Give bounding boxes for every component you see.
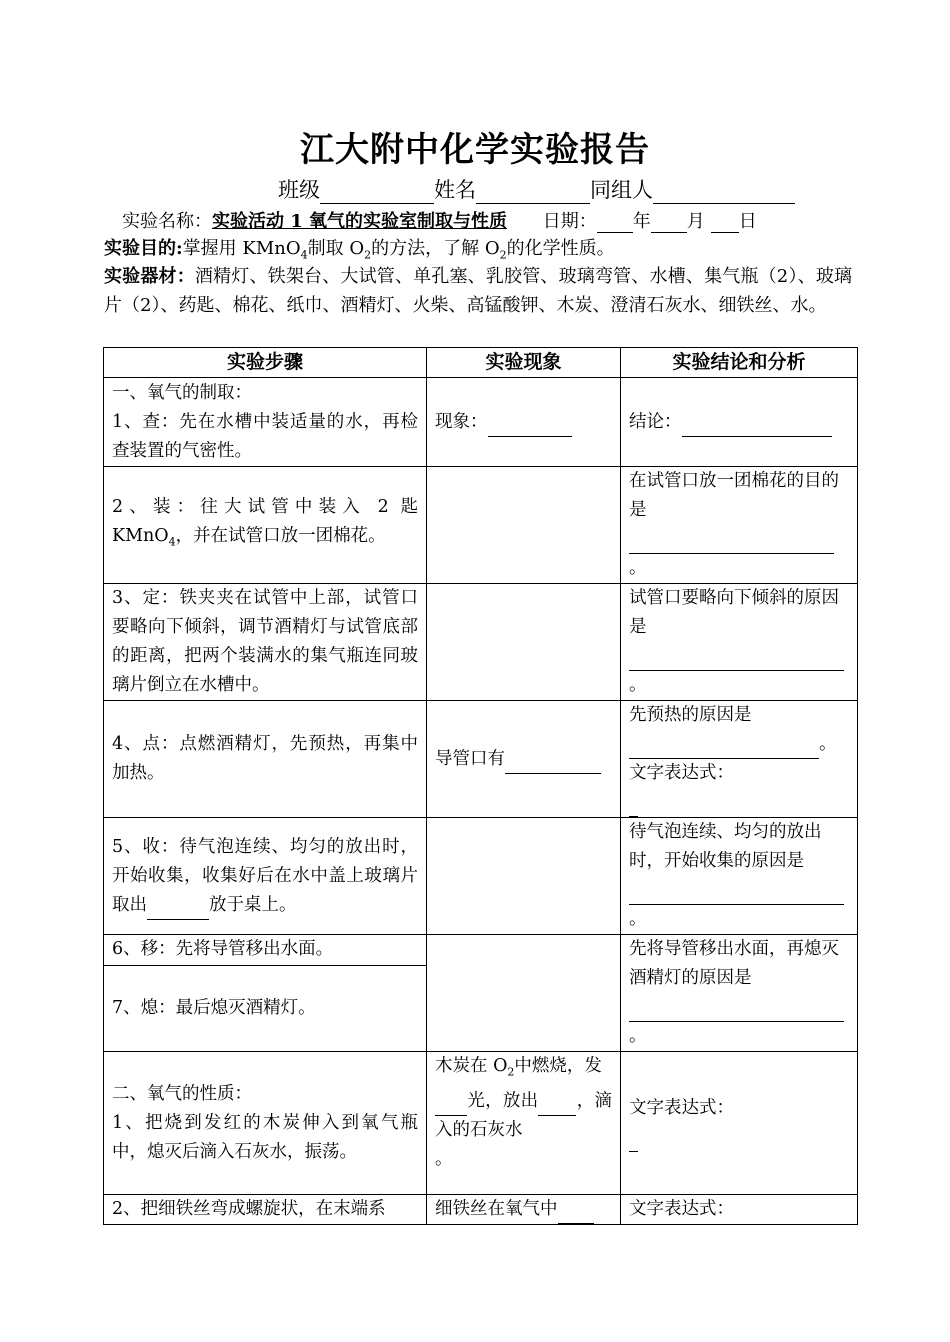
conclusion-cell[interactable] [621, 935, 858, 1052]
step-cell [104, 935, 427, 966]
step-cell [104, 378, 427, 467]
step-text: 3、定：铁夹夹在试管中上部，试管口要略向下倾斜，调节酒精灯与试管底部的距离，把两个装满水的集气瓶连同玻璃片倒立在水槽中。 [112, 588, 418, 695]
subscript: 2 [499, 248, 507, 262]
answer-blank[interactable] [629, 886, 844, 905]
table-row [104, 1195, 858, 1225]
section-heading: 一、氧气的制取： [112, 382, 252, 403]
table-row [104, 584, 858, 701]
step-text: ，并在试管口放一团棉花。 [175, 526, 386, 547]
name-label: 姓名 [434, 178, 476, 202]
step-cell [104, 965, 427, 1051]
subscript: 4 [300, 248, 308, 262]
materials-paragraph [104, 262, 852, 320]
table-row [104, 701, 858, 818]
answer-blank[interactable] [682, 418, 832, 437]
step-cell [104, 701, 427, 818]
phenomenon-text: 木炭在 O [435, 1056, 508, 1076]
answer-blank[interactable] [629, 1133, 638, 1152]
subscript: 2 [364, 248, 372, 262]
section-heading: 二、氧气的性质： [112, 1083, 252, 1104]
conclusion-cell[interactable] [621, 584, 858, 701]
year-label: 年 [632, 211, 651, 232]
month-blank[interactable] [651, 214, 687, 233]
phenomenon-text: 中燃烧，发 [514, 1056, 602, 1076]
header-conclusion: 实验结论和分析 [621, 348, 858, 378]
step-text: 2、装：往大试管中装入 2 匙 KMnO [112, 497, 418, 547]
phenomenon-cell[interactable] [427, 818, 621, 935]
step-text: 5、收：待气泡连续、均匀的放出时，开始收集，收集好后在水中盖上玻璃片取出 [112, 836, 418, 915]
answer-blank[interactable] [435, 1097, 467, 1116]
conclusion-cell[interactable] [621, 378, 858, 467]
phenomenon-cell[interactable] [427, 467, 621, 584]
table-row [104, 378, 858, 467]
experiment-table [103, 347, 858, 1225]
table-row [104, 467, 858, 584]
conclusion-cell[interactable] [621, 1052, 858, 1195]
experiment-name-line [122, 207, 757, 233]
step-cell [104, 1195, 427, 1225]
experiment-name-label: 实验名称： [122, 211, 212, 232]
period: 。 [629, 1026, 647, 1046]
period: 。 [819, 734, 837, 754]
conclusion-label: 在试管口放一团棉花的目的是 [629, 471, 839, 520]
month-label: 月 [686, 211, 705, 232]
name-blank[interactable] [476, 181, 590, 204]
conclusion-cell[interactable] [621, 467, 858, 584]
phenomenon-label: 现象： [435, 411, 488, 432]
header-phenomena: 实验现象 [427, 348, 621, 378]
conclusion-label: 先预热的原因是 [629, 705, 752, 725]
equation-label: 文字表达式： [629, 1098, 734, 1118]
conclusion-label: 结论： [629, 411, 682, 432]
subscript: 4 [168, 535, 176, 549]
report-title: 江大附中化学实验报告 [300, 130, 650, 170]
partner-label: 同组人 [590, 178, 653, 202]
conclusion-label: 试管口要略向下倾斜的原因是 [629, 588, 839, 637]
table-row [104, 818, 858, 935]
phenomenon-text: ，滴入的石灰水 [435, 1090, 613, 1140]
answer-blank[interactable] [629, 535, 834, 554]
phenomenon-cell[interactable] [427, 584, 621, 701]
step-text: 4、点：点燃酒精灯，先预热，再集中加热。 [112, 734, 418, 783]
answer-blank[interactable] [538, 1097, 576, 1116]
student-info-line [278, 174, 795, 204]
purpose-text: 的方法，了解 O [371, 238, 500, 259]
purpose-text: 掌握用 KMnO [182, 238, 301, 259]
answer-blank[interactable] [505, 755, 601, 774]
materials-label: 实验器材： [104, 266, 195, 287]
conclusion-cell[interactable] [621, 818, 858, 935]
step-text: 6、移：先将导管移出水面。 [112, 939, 334, 960]
conclusion-label: 待气泡连续、均匀的放出时，开始收集的原因是 [629, 822, 822, 871]
answer-blank[interactable] [147, 901, 209, 920]
phenomenon-label: 细铁丝在氧气中 [435, 1199, 558, 1219]
phenomenon-label: 导管口有 [435, 748, 505, 769]
table-row [104, 1052, 858, 1195]
date-label: 日期： [542, 211, 597, 232]
year-blank[interactable] [597, 214, 633, 233]
experiment-name: 实验活动 1 氧气的实验室制取与性质 [212, 211, 508, 232]
phenomenon-cell[interactable] [427, 1052, 621, 1195]
period: 。 [629, 675, 647, 695]
answer-blank[interactable] [629, 652, 844, 671]
partner-blank[interactable] [653, 181, 795, 204]
answer-blank[interactable] [629, 1003, 844, 1022]
conclusion-cell[interactable] [621, 1195, 858, 1225]
equation-label: 文字表达式： [629, 763, 734, 783]
answer-blank[interactable] [629, 798, 638, 817]
materials-text: 酒精灯、铁架台、大试管、单孔塞、乳胶管、玻璃弯管、水槽、集气瓶（2）、玻璃片（2）、药匙、棉花、纸巾、酒精灯、火柴、高锰酸钾、木炭、澄清石灰水、细铁丝、水。 [104, 266, 852, 316]
subscript: 2 [507, 1065, 515, 1079]
answer-blank[interactable] [488, 418, 572, 437]
conclusion-cell[interactable] [621, 701, 858, 818]
step-text: 7、熄：最后熄灭酒精灯。 [112, 997, 316, 1018]
step-cell [104, 1052, 427, 1195]
purpose-text: 制取 O [307, 238, 365, 259]
step-text: 放于桌上。 [209, 894, 297, 915]
answer-blank[interactable] [629, 740, 819, 759]
phenomenon-cell[interactable] [427, 701, 621, 818]
phenomenon-cell[interactable] [427, 378, 621, 467]
header-steps: 实验步骤 [104, 348, 427, 378]
day-label: 日 [738, 211, 757, 232]
table-header-row [104, 348, 858, 378]
step-cell [104, 467, 427, 584]
step-text: 1、把烧到发红的木炭伸入到氧气瓶中，熄灭后滴入石灰水，振荡。 [112, 1112, 418, 1162]
step-cell [104, 818, 427, 935]
phenomenon-text: 光，放出 [467, 1090, 539, 1111]
phenomenon-cell[interactable] [427, 935, 621, 1052]
table-row [104, 935, 858, 966]
purpose-label: 实验目的: [104, 238, 183, 259]
answer-blank[interactable] [558, 1205, 594, 1224]
period: 。 [629, 909, 647, 929]
period: 。 [435, 1148, 453, 1169]
class-blank[interactable] [320, 181, 434, 204]
step-text: 1、查：先在水槽中装适量的水，再检查装置的气密性。 [112, 411, 418, 461]
day-blank[interactable] [711, 214, 739, 233]
purpose-text: 的化学性质。 [506, 238, 615, 259]
phenomenon-cell[interactable] [427, 1195, 621, 1225]
step-text: 2、把细铁丝弯成螺旋状，在末端系 [112, 1199, 386, 1219]
equation-label: 文字表达式： [629, 1199, 734, 1219]
step-cell [104, 584, 427, 701]
period: 。 [629, 558, 647, 578]
class-label: 班级 [278, 178, 320, 202]
conclusion-label: 先将导管移出水面，再熄灭酒精灯的原因是 [629, 939, 839, 988]
